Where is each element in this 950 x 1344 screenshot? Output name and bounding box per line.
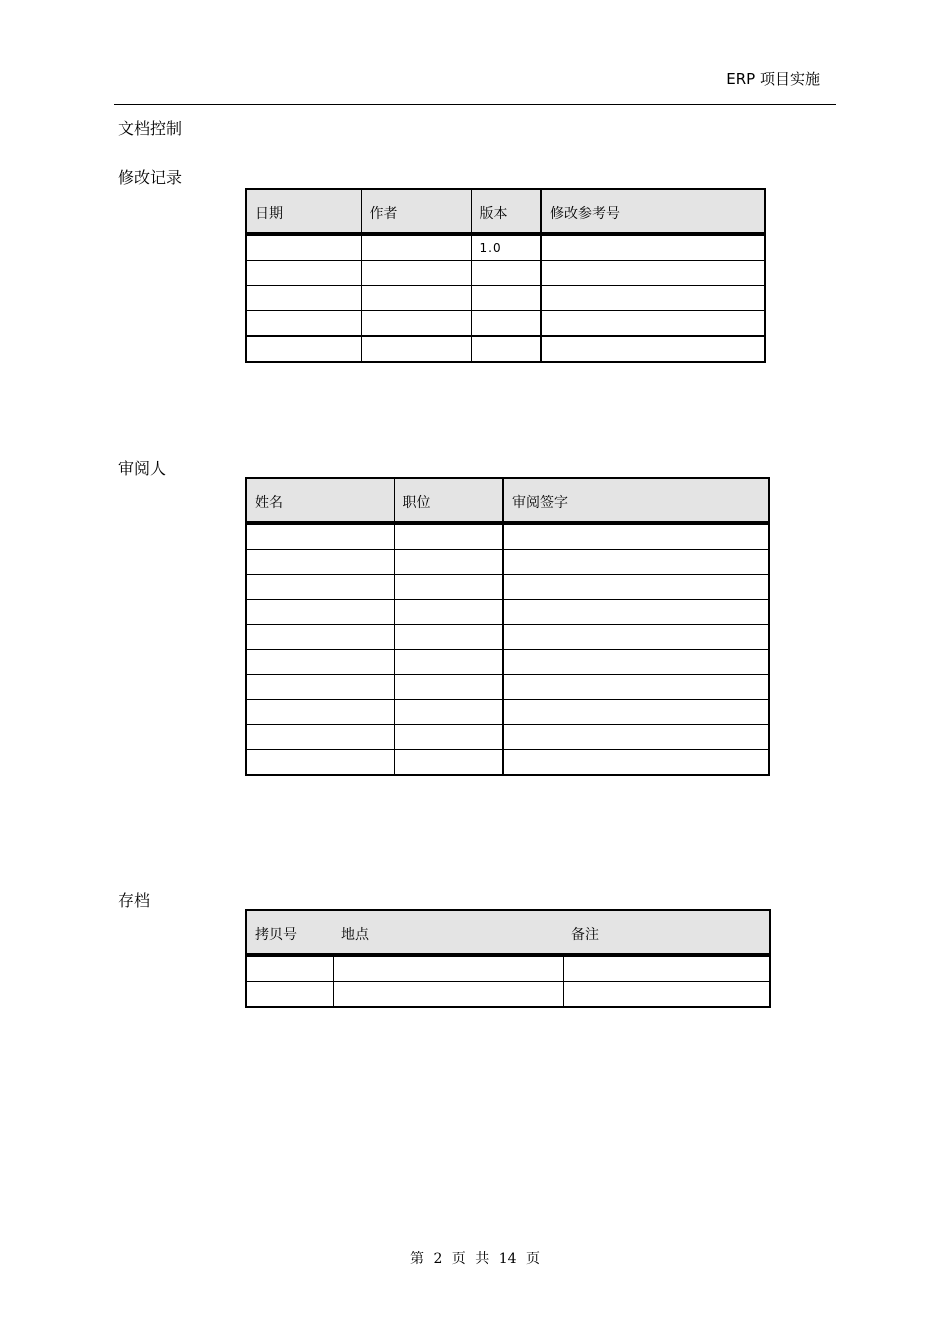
- header-rule: [114, 104, 836, 105]
- table-cell[interactable]: [503, 750, 769, 776]
- revisions-title: 修改记录: [118, 168, 183, 187]
- table-cell[interactable]: [503, 625, 769, 650]
- table-cell[interactable]: [246, 261, 361, 286]
- table-cell[interactable]: [361, 336, 471, 362]
- table-cell[interactable]: [503, 600, 769, 625]
- table-cell[interactable]: [503, 575, 769, 600]
- table-cell[interactable]: [394, 600, 503, 625]
- table-cell[interactable]: [471, 311, 541, 337]
- table-row: [246, 523, 769, 550]
- table-cell[interactable]: [246, 234, 361, 261]
- column-header-name: 姓名: [246, 478, 394, 523]
- column-header-position: 职位: [394, 478, 503, 523]
- table-header-row: [246, 189, 765, 234]
- table-cell[interactable]: [246, 336, 361, 362]
- column-header-version: 版本: [471, 189, 541, 234]
- table-cell[interactable]: [246, 725, 394, 750]
- table-cell[interactable]: [394, 575, 503, 600]
- table-cell[interactable]: [503, 725, 769, 750]
- table-cell[interactable]: [246, 700, 394, 725]
- table-row: [246, 750, 769, 776]
- table-cell[interactable]: [503, 675, 769, 700]
- table-cell[interactable]: [246, 600, 394, 625]
- table-cell[interactable]: [246, 955, 333, 982]
- table-header-row: [246, 910, 770, 955]
- column-header-author: 作者: [361, 189, 471, 234]
- table-row: [246, 955, 770, 982]
- table-cell[interactable]: [541, 336, 765, 362]
- table-cell[interactable]: [541, 261, 765, 286]
- table-cell[interactable]: [394, 523, 503, 550]
- table-cell[interactable]: [361, 311, 471, 337]
- revision-history-table: [245, 188, 766, 363]
- table-cell[interactable]: [246, 286, 361, 311]
- table-cell[interactable]: [563, 955, 770, 982]
- table-row: [246, 725, 769, 750]
- table-row: [246, 550, 769, 575]
- table-cell[interactable]: [503, 550, 769, 575]
- reviewers-title: 审阅人: [118, 459, 167, 478]
- table-cell[interactable]: [394, 675, 503, 700]
- column-header-change-ref: 修改参考号: [541, 189, 765, 234]
- table-cell[interactable]: [246, 982, 333, 1008]
- table-cell[interactable]: [361, 261, 471, 286]
- table-cell[interactable]: [394, 700, 503, 725]
- column-header-date: 日期: [246, 189, 361, 234]
- table-row: [246, 700, 769, 725]
- table-cell[interactable]: [471, 336, 541, 362]
- table-row: [246, 600, 769, 625]
- table-cell[interactable]: [246, 650, 394, 675]
- table-cell[interactable]: [394, 725, 503, 750]
- table-cell[interactable]: [394, 750, 503, 776]
- table-cell[interactable]: [394, 650, 503, 675]
- reviewers-table: [245, 477, 770, 776]
- table-cell[interactable]: [503, 700, 769, 725]
- table-cell[interactable]: [246, 311, 361, 337]
- table-row: [246, 261, 765, 286]
- page-number-footer: 第 2 页 共 14 页: [410, 1251, 540, 1267]
- table-cell[interactable]: [246, 675, 394, 700]
- table-row: [246, 234, 765, 261]
- table-cell[interactable]: [541, 234, 765, 261]
- table-row: [246, 286, 765, 311]
- column-header-location: 地点: [333, 910, 563, 955]
- column-header-signature: 审阅签字: [503, 478, 769, 523]
- table-row: [246, 336, 765, 362]
- table-cell[interactable]: [246, 575, 394, 600]
- table-header-row: [246, 478, 769, 523]
- table-cell[interactable]: [361, 234, 471, 261]
- table-cell[interactable]: [394, 550, 503, 575]
- table-cell[interactable]: [394, 625, 503, 650]
- table-cell[interactable]: [333, 982, 563, 1008]
- table-cell[interactable]: [503, 523, 769, 550]
- table-cell[interactable]: [246, 550, 394, 575]
- table-cell[interactable]: 1.0: [471, 234, 541, 261]
- table-row: [246, 982, 770, 1008]
- table-row: [246, 311, 765, 337]
- table-cell[interactable]: [246, 750, 394, 776]
- archive-table: [245, 909, 771, 1008]
- column-header-remarks: 备注: [563, 910, 770, 955]
- table-cell[interactable]: [563, 982, 770, 1008]
- table-row: [246, 575, 769, 600]
- column-header-copy-no: 拷贝号: [246, 910, 333, 955]
- table-cell[interactable]: [333, 955, 563, 982]
- table-row: [246, 625, 769, 650]
- table-cell[interactable]: [541, 286, 765, 311]
- table-cell[interactable]: [471, 261, 541, 286]
- table-cell[interactable]: [541, 311, 765, 337]
- table-cell[interactable]: [503, 650, 769, 675]
- table-cell[interactable]: [361, 286, 471, 311]
- table-row: [246, 650, 769, 675]
- table-cell[interactable]: [471, 286, 541, 311]
- table-cell[interactable]: [246, 523, 394, 550]
- page-header-title: ERP 项目实施: [726, 70, 820, 88]
- archive-title: 存档: [118, 891, 151, 910]
- table-cell[interactable]: [246, 625, 394, 650]
- table-row: [246, 675, 769, 700]
- doc-control-title: 文档控制: [118, 119, 183, 138]
